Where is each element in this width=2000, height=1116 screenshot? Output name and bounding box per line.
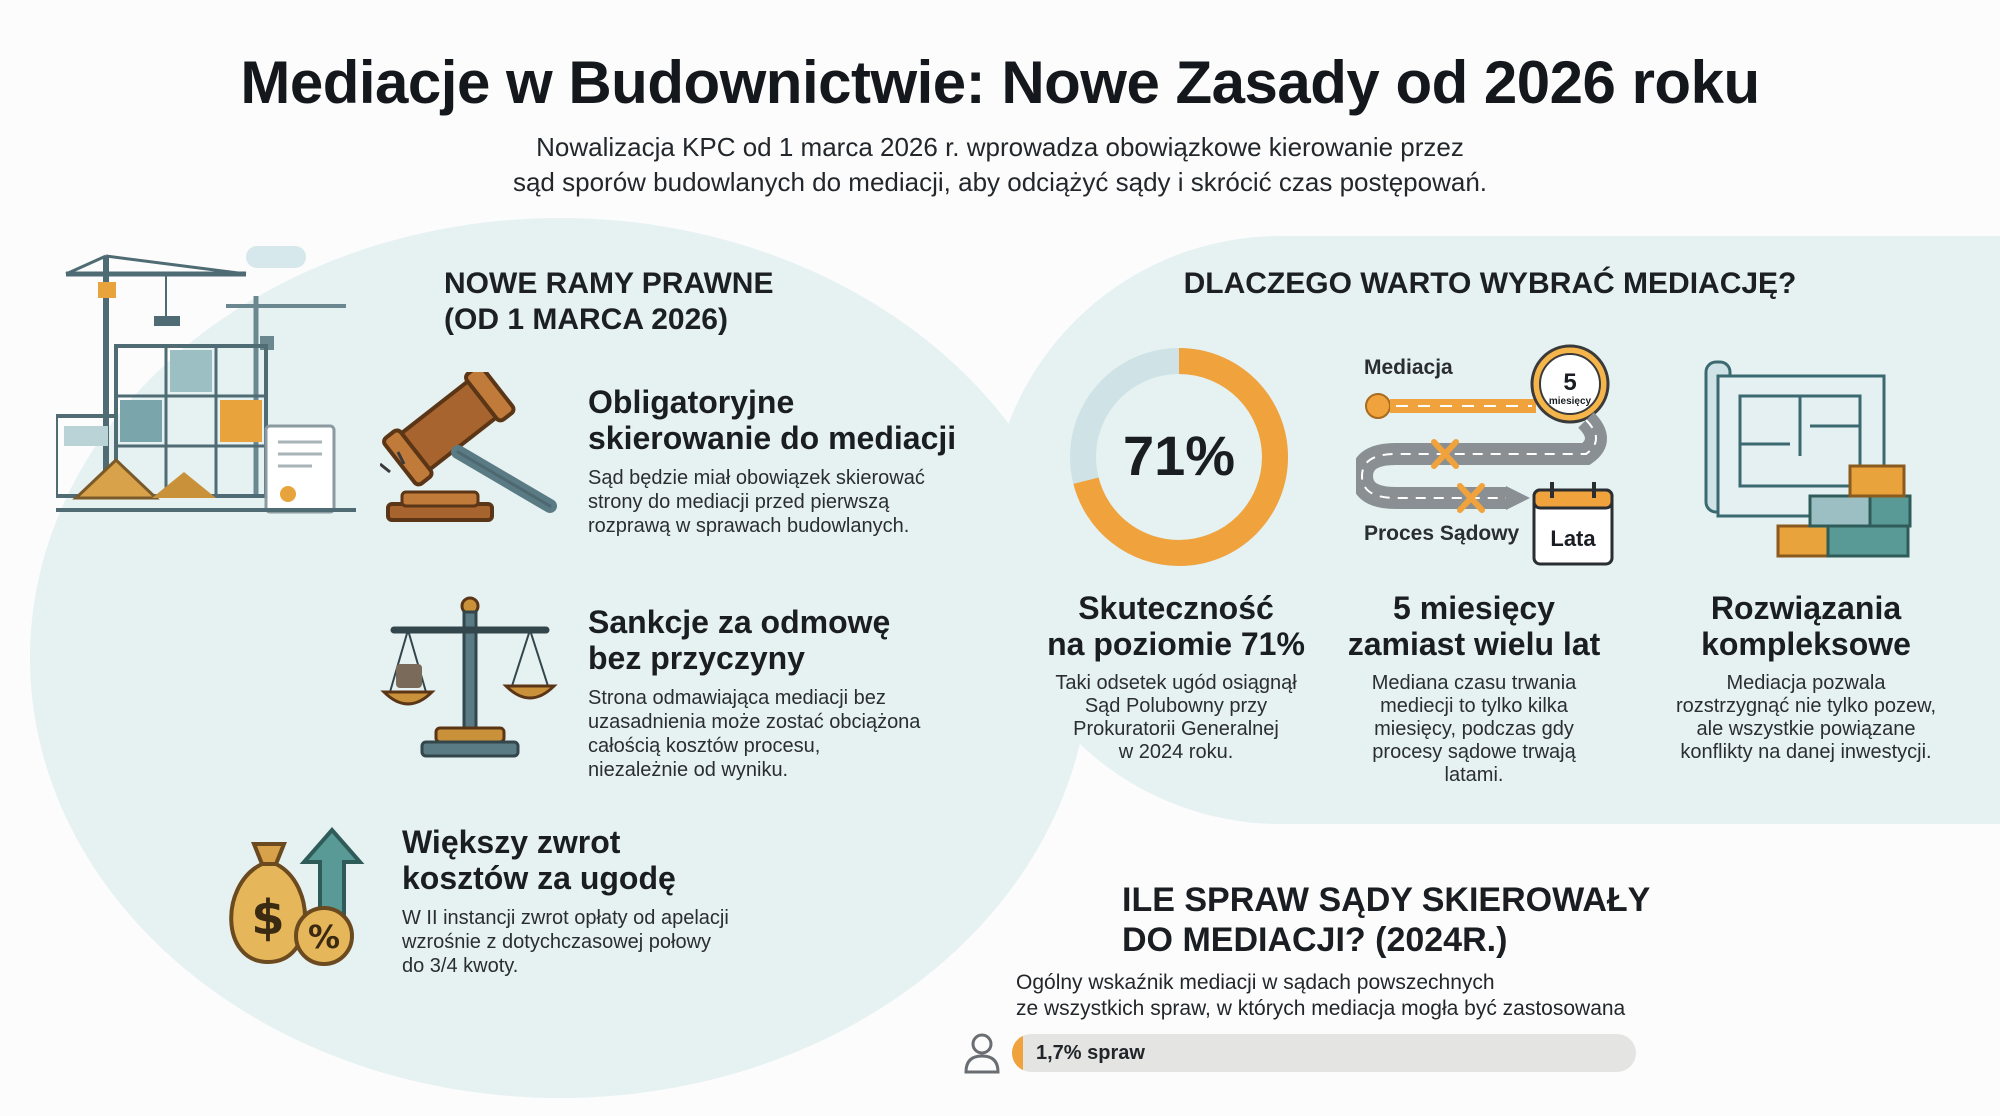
clock-unit: miesięcy [1548, 396, 1592, 407]
stats-description-line-2: ze wszystkich spraw, w których mediacja mogła być zastosowana [1016, 997, 1626, 1020]
subtitle-line-2: sąd sporów budowlanych do mediacji, aby odciążyć sądy i skrócić czas postępowań. [512, 167, 1488, 197]
money-bag-icon [220, 824, 370, 974]
page-subtitle [300, 130, 1700, 200]
page-title: Mediacje w Budownictwie: Nowe Zasady od 2026 roku [240, 49, 1760, 116]
legal-item-sanctions [588, 604, 920, 782]
mediation-rate-label: 1,7% spraw [1036, 1042, 1145, 1064]
subtitle-line-1: Nowalizacja KPC od 1 marca 2026 r. wprowadza obowiązkowe kierowanie przez [536, 132, 1464, 162]
mediation-label: Mediacja [1364, 356, 1453, 379]
donut-value-label: 71% [1122, 424, 1236, 487]
clock-number: 5 [1563, 369, 1577, 396]
person-icon [962, 1032, 1002, 1074]
mediation-rate-bar-fill [1012, 1034, 1023, 1072]
stats-heading-line-2: DO MEDIACJI? (2024R.) [1122, 921, 1508, 959]
legal-heading-line-2: (OD 1 MARCA 2026) [444, 303, 728, 336]
benefit-duration-text: Mediana czasu trwania mediecji to tylko kilka miesięcy, podczas gdy procesy sądowe trwają latami. [1371, 672, 1577, 786]
benefit-success-rate-title: Skuteczność na poziomie 71% [1047, 590, 1305, 662]
stats-description-line-1: Ogólny wskaźnik mediacji w sądach powszechnych [1016, 971, 1495, 994]
benefit-duration [1324, 590, 1624, 787]
legal-framework-heading [444, 266, 773, 338]
court-process-label: Proces Sądowy [1364, 522, 1520, 545]
calendar-label: Lata [1550, 526, 1596, 551]
mediation-start-dot [1366, 394, 1390, 418]
legal-item-mandatory [588, 384, 956, 538]
legal-item-mandatory-text: Sąd będzie miał obowiązek skierować strony do mediacji przed pierwszą rozprawą w sprawach budowlanych. [588, 467, 925, 537]
success-rate-donut [1064, 342, 1294, 572]
legal-item-sanctions-text: Strona odmawiająca mediacji bez uzasadnienia może zostać obciążona całością kosztów procesu, niezależnie od wyniku. [588, 687, 921, 781]
svg-text:%: % [307, 918, 341, 956]
stats-description [1016, 970, 1625, 1022]
legal-item-cost-refund [402, 824, 729, 978]
construction-site-illustration [56, 236, 366, 536]
benefit-comprehensive [1656, 590, 1956, 764]
why-mediation-heading: DLACZEGO WARTO WYBRAĆ MEDIACJĘ? [1183, 267, 1797, 300]
time-comparison-illustration [1356, 340, 1626, 580]
benefit-duration-title: 5 miesięcy zamiast wielu lat [1347, 590, 1601, 662]
court-process-arrow [1506, 486, 1530, 510]
benefit-comprehensive-title: Rozwiązania kompleksowe [1701, 590, 1911, 662]
mediation-rate-bar [1012, 1034, 1636, 1072]
svg-text:$: $ [251, 890, 285, 946]
legal-item-mandatory-title: Obligatoryjne skierowanie do mediacji [588, 384, 957, 456]
stats-heading [1122, 880, 1650, 960]
legal-heading-line-1: NOWE RAMY PRAWNE [444, 267, 774, 300]
blueprint-blocks-icon [1700, 356, 1920, 566]
benefit-success-rate [1026, 590, 1326, 764]
gavel-icon [380, 372, 570, 532]
benefit-success-rate-text: Taki odsetek ugód osiągnął Sąd Polubowny przy Prokuratorii Generalnej w 2024 roku. [1055, 672, 1297, 763]
stats-heading-line-1: ILE SPRAW SĄDY SKIEROWAŁY [1122, 881, 1651, 919]
legal-item-cost-refund-text: W II instancji zwrot opłaty od apelacji wzrośnie z dotychczasowej połowy do 3/4 kwoty. [402, 907, 729, 977]
scales-icon [380, 594, 560, 764]
legal-item-cost-refund-title: Większy zwrot kosztów za ugodę [402, 824, 676, 896]
benefit-comprehensive-text: Mediacja pozwala rozstrzygnąć nie tylko pozew, ale wszystkie powiązane konflikty na danej inwestycji. [1675, 672, 1937, 763]
legal-item-sanctions-title: Sankcje za odmowę bez przyczyny [588, 604, 891, 676]
